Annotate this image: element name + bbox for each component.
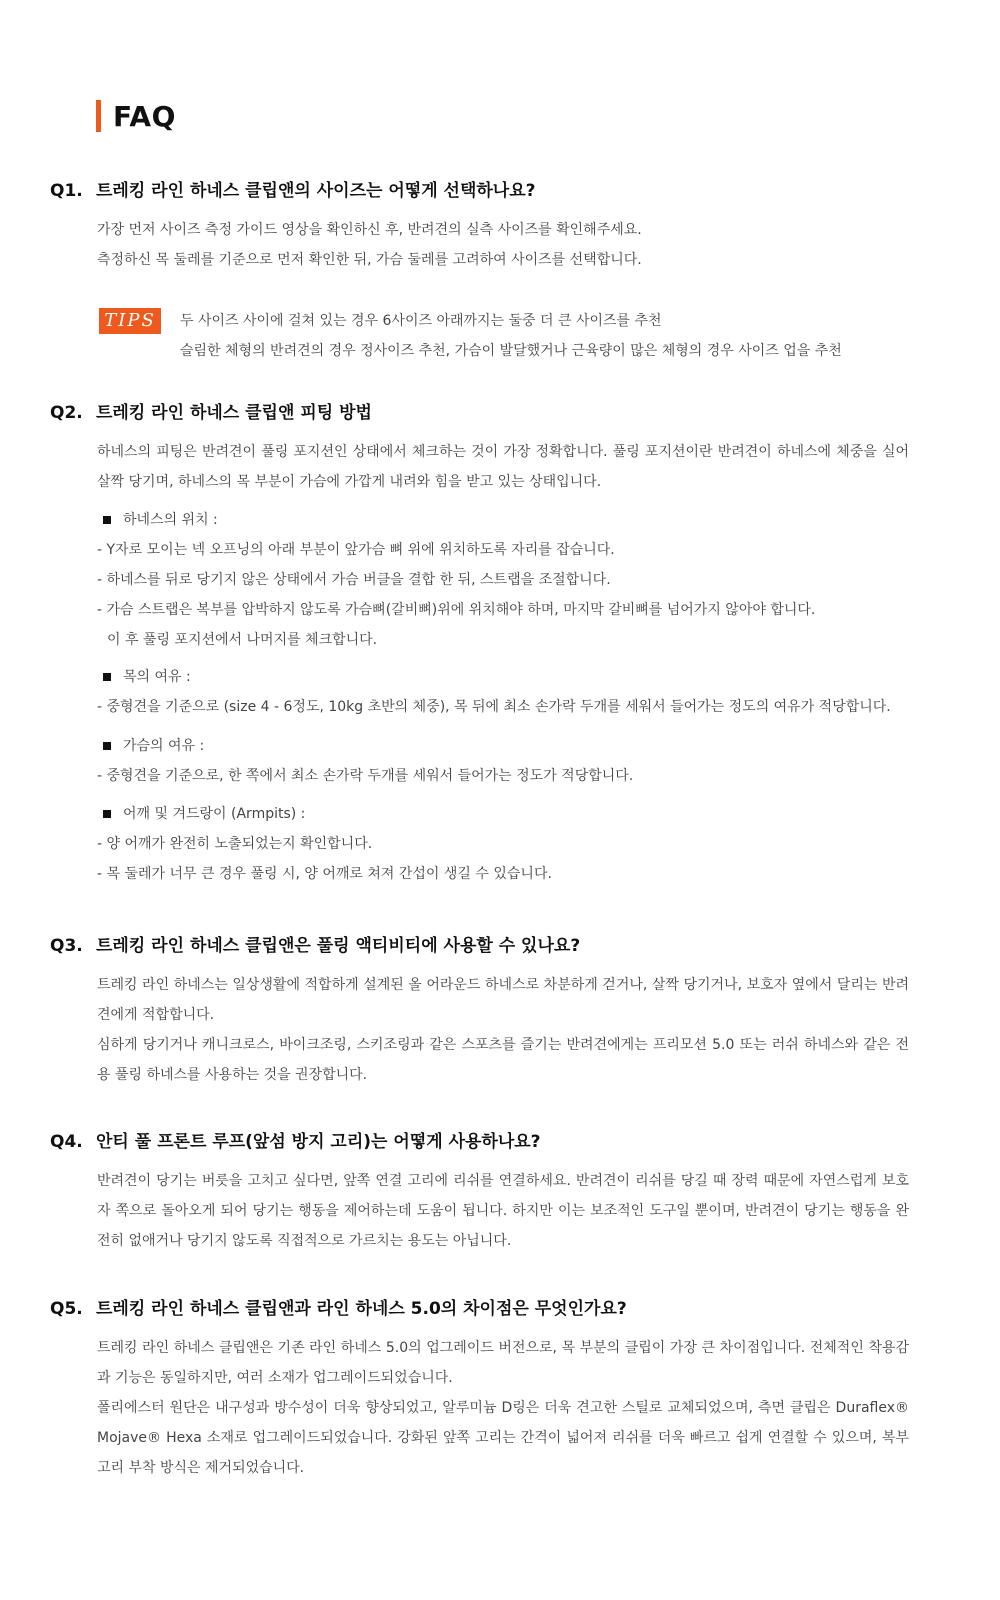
bullet-square	[103, 673, 111, 681]
question-text: 안티 풀 프론트 루프(앞섬 방지 고리)는 어떻게 사용하나요?	[96, 1132, 541, 1152]
question-text: 트레킹 라인 하네스 클립앤의 사이즈는 어떻게 선택하나요?	[96, 181, 536, 201]
question-3	[50, 931, 580, 956]
question-number: Q2.	[50, 403, 83, 423]
bullet-line: - 가슴 스트랩은 복부를 압박하지 않도록 가슴뼈(갈비뼈)위에 위치해야 하며, 마지막 갈비뼈를 넘어가지 않아야 합니다.	[97, 602, 816, 618]
fit-section-neck	[97, 662, 909, 722]
bullet-line: - 양 어깨가 완전히 노출되었는지 확인합니다.	[97, 836, 373, 852]
answer-paragraph: 심하게 당기거나 캐니크로스, 바이크조링, 스키조링과 같은 스포츠를 즐기는 반려견에게는 프리모션 5.0 또는 러쉬 하네스와 같은 전용 풀링 하네스를 사용하는 것을 권장합니다.	[97, 1037, 909, 1083]
faq-title: FAQ	[113, 99, 176, 133]
bullet-line: - 중형견을 기준으로 (size 4 - 6정도, 10kg 초반의 체중), 목 뒤에 최소 손가락 두개를 세워서 들어가는 정도의 여유가 적당합니다.	[97, 699, 891, 715]
bullet-line: - 중형견을 기준으로, 한 쪽에서 최소 손가락 두개를 세워서 들어가는 정도가 적당합니다.	[97, 768, 634, 784]
faq-header	[96, 100, 176, 132]
bullet-item	[103, 799, 909, 829]
question-text: 트레킹 라인 하네스 클립앤과 라인 하네스 5.0의 차이점은 무엇인가요?	[96, 1299, 627, 1319]
tips-line: 두 사이즈 사이에 걸쳐 있는 경우 6사이즈 아래까지는 둘중 더 큰 사이즈를 추천	[180, 313, 662, 329]
question-4	[50, 1127, 541, 1152]
answer-5	[97, 1333, 909, 1483]
answer-line: 측정하신 목 둘레를 기준으로 먼저 확인한 뒤, 가슴 둘레를 고려하여 사이즈를 선택합니다.	[97, 252, 642, 268]
bullet-line: - 하네스를 뒤로 당기지 않은 상태에서 가슴 버클을 결합 한 뒤, 스트랩을 조절합니다.	[97, 572, 611, 588]
fit-section-armpits	[97, 799, 909, 889]
bullet-title: 어깨 및 겨드랑이 (Armpits) :	[123, 806, 306, 822]
answer-2	[97, 437, 909, 497]
answer-paragraph: 하네스의 피팅은 반려견이 풀링 포지션인 상태에서 체크하는 것이 가장 정확합니다. 풀링 포지션이란 반려견이 하네스에 체중을 실어 살짝 당기며, 하네스의 목 부분이 가슴에 가깝게 내려와 힘을 받고 있는 상태입니다.	[97, 444, 909, 490]
question-number: Q5.	[50, 1299, 83, 1319]
question-2	[50, 398, 372, 423]
bullet-line: 이 후 풀링 포지션에서 나머지를 체크합니다.	[107, 632, 378, 648]
answer-paragraph: 반려견이 당기는 버릇을 고치고 싶다면, 앞쪽 연결 고리에 리쉬를 연결하세요. 반려견이 리쉬를 당길 때 장력 때문에 자연스럽게 보호자 쪽으로 돌아오게 되어 당기는 행동을 제어하는데 도움이 됩니다. 하지만 이는 보조적인 도구일 뿐이며, 반려견이 당기는 행동을 완전히 없애거나 당기지 않도록 직접적으로 가르치는 용도는 아닙니다.	[97, 1173, 909, 1249]
question-5	[50, 1294, 627, 1319]
tips-line: 슬림한 체형의 반려견의 경우 정사이즈 추천, 가슴이 발달했거나 근육량이 많은 체형의 경우 사이즈 업을 추천	[180, 343, 842, 359]
tips-box	[99, 306, 842, 366]
bullet-title: 가슴의 여유 :	[123, 738, 205, 754]
bullet-line: - 목 둘레가 너무 큰 경우 풀링 시, 양 어깨로 쳐져 간섭이 생길 수 있습니다.	[97, 866, 552, 882]
question-1	[50, 176, 536, 201]
tips-lines	[180, 306, 842, 366]
question-number: Q1.	[50, 181, 83, 201]
answer-paragraph: 트레킹 라인 하네스 클립앤은 기존 라인 하네스 5.0의 업그레이드 버전으로, 목 부분의 클립이 가장 큰 차이점입니다. 전체적인 착용감과 기능은 동일하지만, 여러 소재가 업그레이드되었습니다.	[97, 1340, 909, 1386]
fit-section-position	[97, 505, 909, 655]
bullet-square	[103, 742, 111, 750]
accent-bar	[96, 100, 101, 132]
question-number: Q4.	[50, 1132, 83, 1152]
bullet-line: - Y자로 모이는 넥 오프닝의 아래 부분이 앞가슴 뼈 위에 위치하도록 자리를 잡습니다.	[97, 542, 615, 558]
question-text: 트레킹 라인 하네스 클립앤 피팅 방법	[96, 403, 372, 423]
tips-badge: TIPS	[99, 308, 161, 334]
answer-4	[97, 1166, 909, 1256]
question-text: 트레킹 라인 하네스 클립앤은 풀링 액티비티에 사용할 수 있나요?	[96, 936, 581, 956]
bullet-item	[103, 505, 909, 535]
answer-paragraph: 폴리에스터 원단은 내구성과 방수성이 더욱 향상되었고, 알루미늄 D링은 더욱 견고한 스틸로 교체되었으며, 측면 클립은 Duraflex® Mojave® Hexa 소재로 업그레이드되었습니다. 강화된 앞쪽 고리는 간격이 넓어져 리쉬를 더욱 빠르고 쉽게 연결할 수 있으며, 복부 고리 부착 방식은 제거되었습니다.	[97, 1400, 909, 1476]
question-number: Q3.	[50, 936, 83, 956]
bullet-square	[103, 516, 111, 524]
bullet-square	[103, 810, 111, 818]
answer-3	[97, 970, 909, 1090]
bullet-title: 하네스의 위치 :	[123, 512, 218, 528]
fit-section-chest	[97, 731, 909, 791]
answer-line: 가장 먼저 사이즈 측정 가이드 영상을 확인하신 후, 반려견의 실측 사이즈를 확인해주세요.	[97, 222, 642, 238]
bullet-item	[103, 662, 909, 692]
answer-paragraph: 트레킹 라인 하네스는 일상생활에 적합하게 설계된 올 어라운드 하네스로 차분하게 걷거나, 살짝 당기거나, 보호자 옆에서 달리는 반려견에게 적합합니다.	[97, 977, 909, 1023]
answer-1	[97, 215, 909, 275]
bullet-item	[103, 731, 909, 761]
bullet-title: 목의 여유 :	[123, 669, 191, 685]
